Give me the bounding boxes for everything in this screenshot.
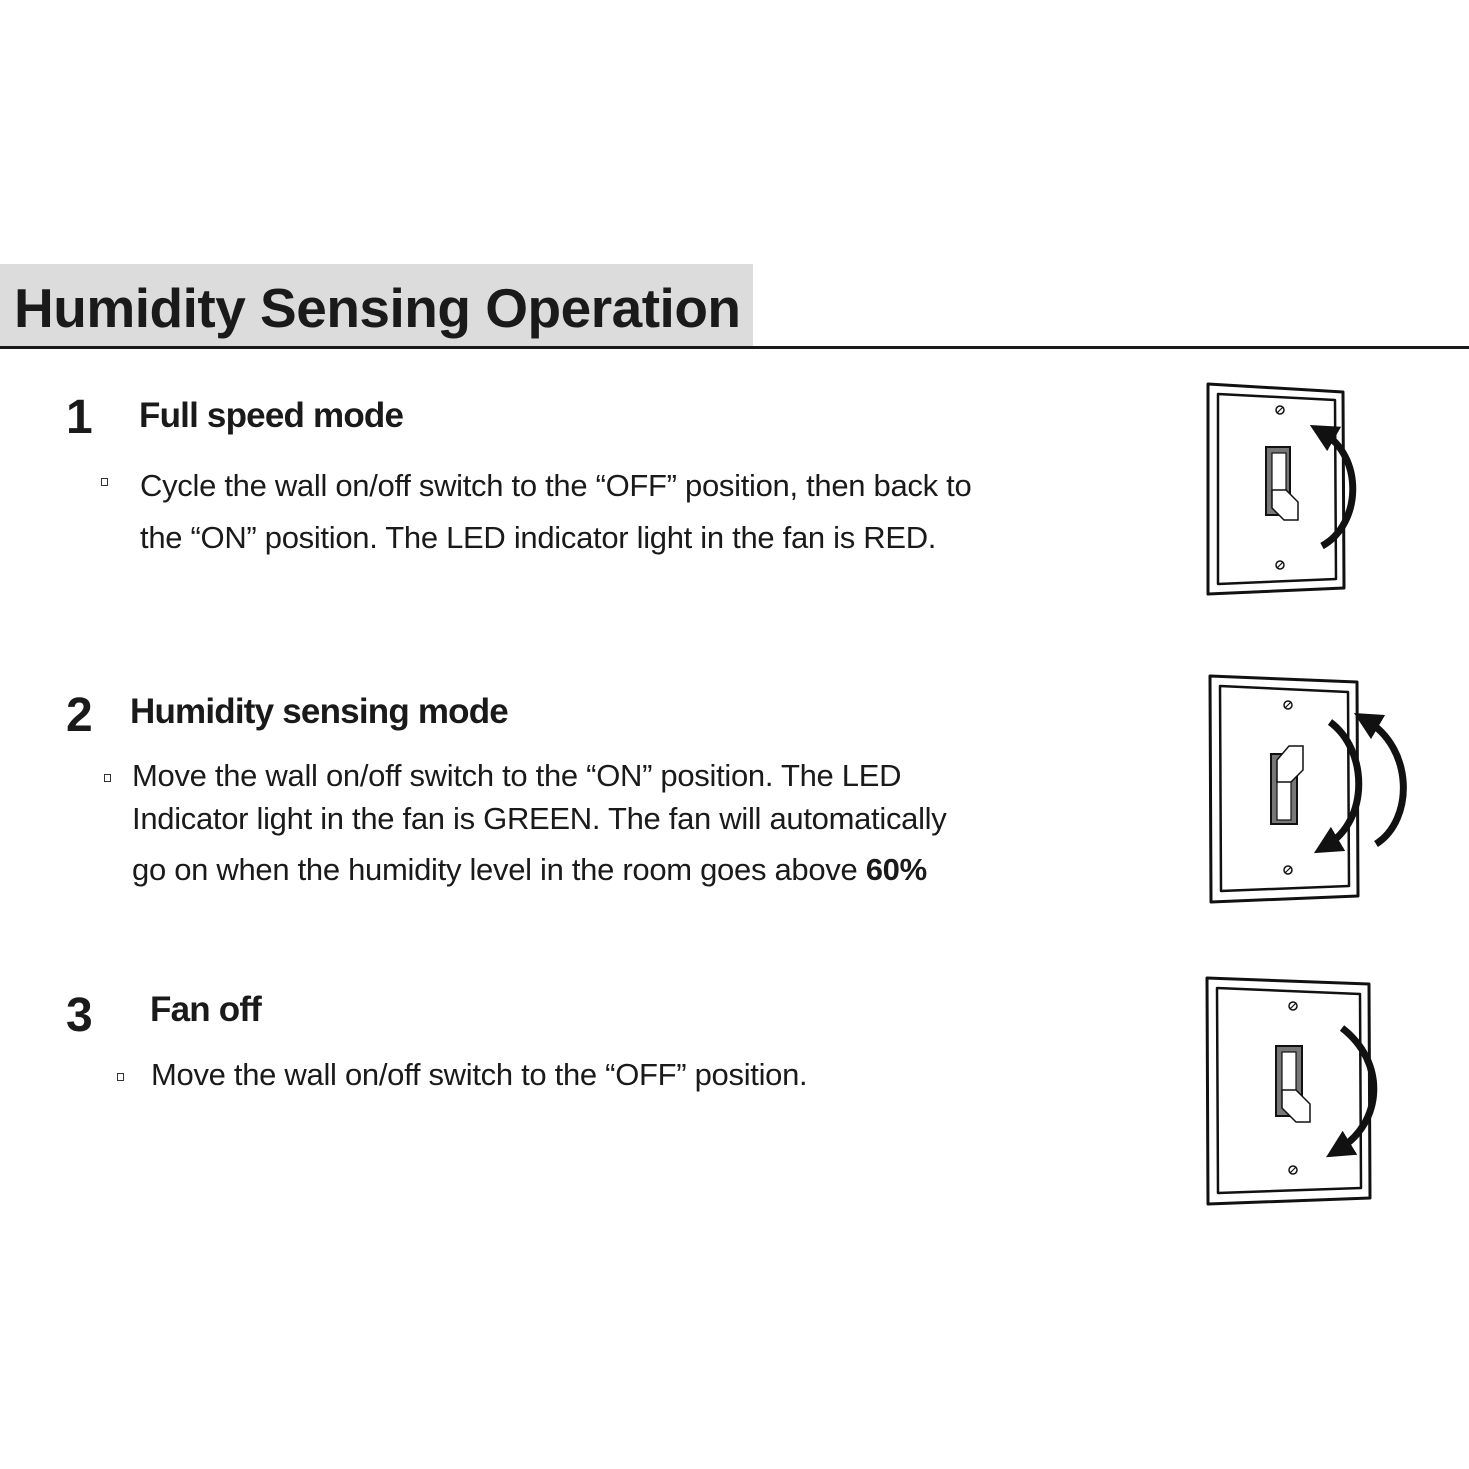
step-2-line-3 bbox=[132, 852, 927, 888]
step-2-title: Humidity sensing mode bbox=[130, 692, 508, 731]
step-1-bullet bbox=[101, 478, 108, 486]
toggle-switch-off-then-on-icon bbox=[1200, 378, 1370, 600]
step-3-title: Fan off bbox=[150, 990, 262, 1029]
step-3-bullet bbox=[117, 1073, 124, 1081]
step-3-line-1: Move the wall on/off switch to the “OFF” position. bbox=[151, 1057, 808, 1092]
step-1-line-1: Cycle the wall on/off switch to the “OFF” position, then back to bbox=[140, 468, 972, 503]
humidity-threshold: 60% bbox=[865, 852, 927, 887]
step-2-line-2: Indicator light in the fan is GREEN. The fan will automatically bbox=[132, 801, 947, 836]
step-2-number: 2 bbox=[66, 689, 93, 742]
step-1-line-2: the “ON” position. The LED indicator light in the fan is RED. bbox=[140, 520, 937, 555]
title-rule bbox=[0, 346, 1469, 349]
step-2-bullet bbox=[104, 774, 111, 782]
step-3-number: 3 bbox=[66, 989, 93, 1042]
step-2-line-1: Move the wall on/off switch to the “ON” position. The LED bbox=[132, 758, 902, 793]
step-1-number: 1 bbox=[66, 391, 93, 444]
toggle-switch-on-icon bbox=[1200, 670, 1425, 910]
step-2-line-3-text: go on when the humidity level in the room goes above bbox=[132, 852, 866, 887]
toggle-switch-off-icon bbox=[1200, 972, 1380, 1212]
step-1-title: Full speed mode bbox=[139, 396, 404, 435]
page-title: Humidity Sensing Operation bbox=[14, 277, 741, 339]
